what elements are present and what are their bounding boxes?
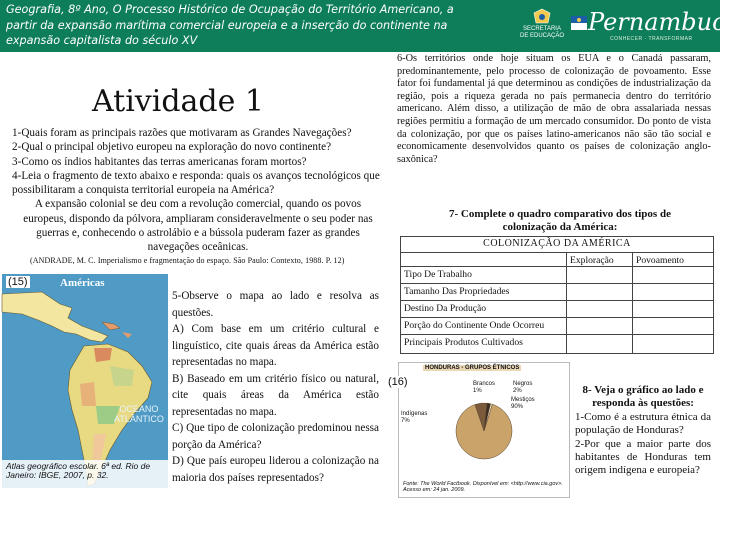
question-5-d: D) Que país europeu liderou a colonização na maioria dos países representados?: [172, 455, 379, 484]
question-5-intro: 5-Observe o mapa ao lado e resolva as questões.: [172, 290, 379, 319]
map-title: Américas: [60, 277, 105, 289]
pernambuco-tagline: CONHECER · TRANSFORMAR: [610, 36, 693, 42]
question-2: 2-Qual o principal objetivo europeu na exploração do novo continente?: [12, 141, 332, 154]
questions-1-4: [12, 126, 384, 255]
citation: (ANDRADE, M. C. Imperialismo e fragmentação do espaço. São Paulo: Contexto, 1988. P. 12): [30, 256, 345, 265]
pie-source: Fonte: The World Factbook. Disponível em: <http://www.cia.gov>. Acesso em: 24 jan. 2009.: [403, 481, 563, 493]
question-8-1: 1-Como é a estrutura étnica da população de Honduras?: [575, 410, 711, 437]
pie-label-indigenas: Indígenas 7%: [401, 411, 428, 424]
question-4: 4-Leia o fragmento de texto abaixo e responda: quais os avanços tecnológicos que possibilitaram a conquista territorial europeia na América?: [12, 169, 380, 197]
table-row: [400, 317, 714, 331]
table-row-label: Porção do Continente Onde Ocorreu: [404, 320, 545, 331]
map-land-shape: [2, 274, 168, 488]
question-7-title: 7- Complete o quadro comparativo dos tipos de colonização da América:: [449, 208, 671, 233]
pie-label-negros: Negros 2%: [513, 381, 533, 394]
pernambuco-logo: [570, 6, 740, 46]
secretaria-line1: SECRETARIA: [523, 26, 561, 32]
state-emblem-icon: [533, 8, 551, 24]
question-8-title: 8- Veja o gráfico ao lado e responda às questões:: [582, 384, 704, 410]
question-8-2: 2-Por que a maior parte dos habitantes de Honduras tem origem indígena e europeia?: [575, 437, 711, 477]
pie-label-brancos: Brancos 1%: [473, 381, 496, 394]
question-3: 3-Como os índios habitantes das terras americanas foram mortos?: [12, 155, 307, 168]
activity-heading: Atividade 1: [92, 84, 265, 119]
table-divider: [632, 252, 633, 354]
table-row: [400, 266, 714, 280]
ocean-line-1: OCEANO: [119, 404, 159, 414]
page-title: Geografia, 8º Ano, O Processo Histórico de Ocupação do Território Americano, a partir da expansão marítima comercial europeia e a inserção do continente na expansão capitalista do século XV: [6, 3, 454, 47]
secretaria-logo: [520, 8, 564, 44]
pie-value-brancos: 1%: [473, 388, 482, 394]
pie-title: HONDURAS - GRUPOS ÉTNICOS: [425, 365, 520, 371]
pie-value-indigenas: 7%: [401, 418, 410, 424]
map-ocean-label: [114, 404, 164, 424]
map-caption: Atlas geográfico escolar. 6ª ed. Rio de Janeiro: IBGE, 2007, p. 32.: [2, 460, 168, 488]
question-5: [172, 288, 379, 486]
table-divider: [566, 252, 567, 354]
table-row: [400, 300, 714, 314]
secretaria-line2: DE EDUCAÇÃO: [520, 33, 565, 39]
table-col-povoamento: Povoamento: [636, 255, 684, 266]
ocean-line-2: ATLÂNTICO: [114, 414, 164, 424]
figure-16-number: (16): [388, 376, 408, 388]
pernambuco-flag-icon: [570, 14, 590, 34]
table-header: COLONIZAÇÃO DA AMÉRICA: [483, 238, 631, 249]
question-6: 6-Os territórios onde hoje situam os EUA e o Canadá passaram, predominantemente, pelo processo de colonização de povoamento. Esse fator foi fundamental já que determinou as condições de industrialização da região, pois a riqueza gerada no país permanecia dentro do território americano. Além disso, a utilização de mão de obra assalariada nessas regiões permitiu a formação de um mercado consumidor. Do ponto de vista da colonização, por que os países latino-americanos não são tão social e economicamente desenvolvidos quanto os países de colonização anglo-saxônica?: [397, 53, 711, 165]
pie-value-mesticos: 90%: [511, 404, 524, 410]
question-8: [575, 384, 711, 478]
table-row-columns: [400, 252, 714, 267]
table-row-label: Tipo De Trabalho: [404, 269, 472, 280]
table-col-exploracao: Exploração: [570, 255, 614, 266]
comparison-table-content: [400, 236, 714, 354]
table-row-label: Tamanho Das Propriedades: [404, 286, 510, 297]
pie-label-mesticos: Mestiços 90%: [511, 397, 535, 410]
question-5-b: B) Baseado em um critério físico ou natural, cite quais áreas da América estão representadas no mapa.: [172, 372, 379, 418]
americas-map: [2, 274, 168, 488]
header-banner: [0, 0, 740, 52]
map-figure-number: (15): [8, 276, 28, 288]
table-row: [400, 334, 714, 348]
table-row: [400, 283, 714, 297]
question-5-c: C) Que tipo de colonização predominou nessa porção da América?: [172, 422, 379, 451]
question-5-a: A) Com base em um critério cultural e linguístico, cite quais áreas da América estão representadas no mapa.: [172, 323, 379, 368]
question-4-quote: A expansão colonial se deu com a revolução comercial, quando os povos europeus, dispondo da pólvora, ampliaram consideravelmente o seu poder nas guerras e, conhecendo o astrolábio e a bússola puderam fazer as grandes navegações oceânicas.: [23, 198, 373, 254]
table-row-label: Principais Produtos Cultivados: [404, 337, 523, 348]
question-1: 1-Quais foram as principais razões que motivaram as Grandes Navegações?: [12, 127, 352, 139]
table-row-label: Destino Da Produção: [404, 303, 487, 314]
pernambuco-wordmark: Pernambuco: [588, 8, 740, 36]
pie-value-negros: 2%: [513, 388, 522, 394]
honduras-pie-figure: [398, 362, 570, 498]
